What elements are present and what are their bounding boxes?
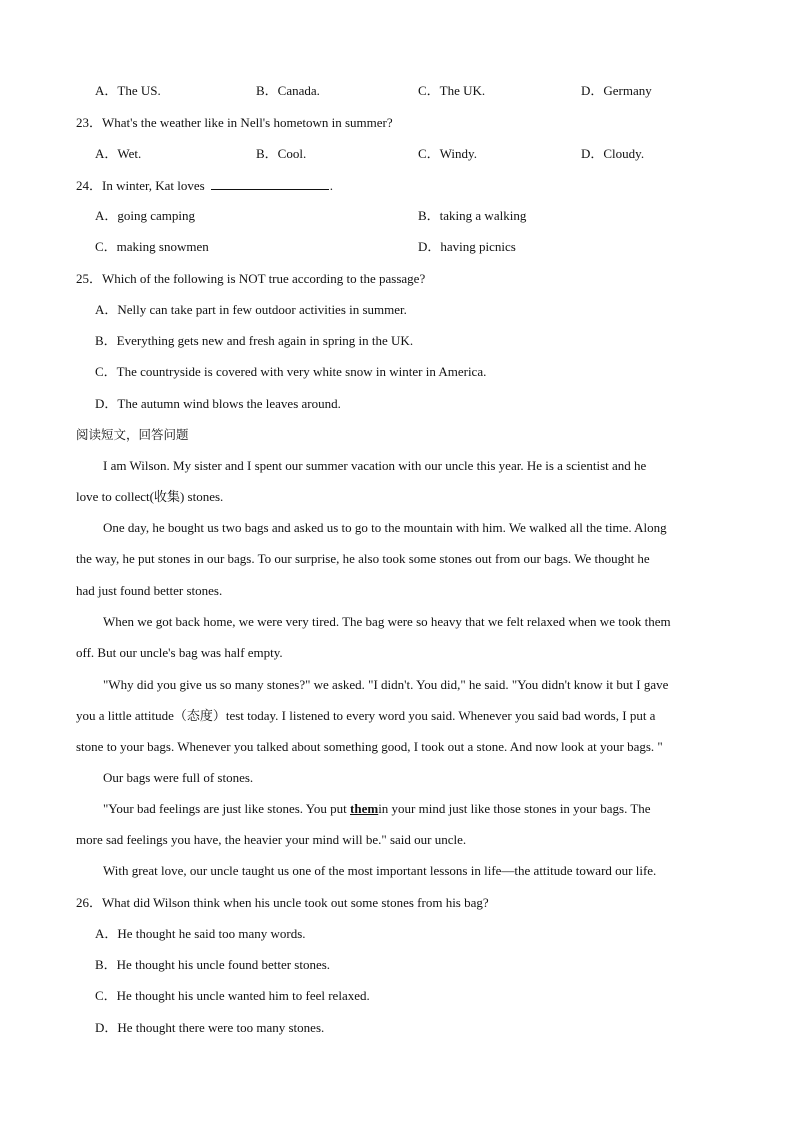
q24-stem-end: . — [329, 178, 333, 193]
q24-option-b: B．taking a walking — [418, 208, 527, 223]
emphasized-word-them: them — [350, 801, 379, 816]
q24-stem-text: 24．In winter, Kat loves — [76, 178, 205, 193]
q25-option-d: D．The autumn wind blows the leaves around. — [95, 396, 341, 411]
q25-option-a: A．Nelly can take part in few outdoor activities in summer. — [95, 302, 407, 317]
q22-option-b: B．Canada. — [256, 83, 320, 98]
passage-p4-line2: you a little attitude（态度）test today. I listened to every word you said. Whenever you said bad words, I put a — [76, 708, 656, 723]
q26-stem: 26．What did Wilson think when his uncle took out some stones from his bag? — [76, 895, 489, 910]
q23-option-c: C．Windy. — [418, 146, 477, 161]
q24-option-d: D．having picnics — [418, 239, 516, 254]
passage-p3-line1: When we got back home, we were very tired. The bag were so heavy that we felt relaxed when we took them — [103, 614, 671, 629]
passage-p6-line2: more sad feelings you have, the heavier your mind will be." said our uncle. — [76, 832, 467, 847]
passage-p7-line1: With great love, our uncle taught us one of the most important lessons in life—the attitude toward our life. — [103, 863, 657, 878]
q26-option-a: A．He thought he said too many words. — [95, 926, 306, 941]
passage-p5-line1: Our bags were full of stones. — [103, 770, 254, 785]
passage-p2-line2: the way, he put stones in our bags. To our surprise, he also took some stones out from our bags. We thought he — [76, 551, 650, 566]
q25-stem: 25．Which of the following is NOT true according to the passage? — [76, 271, 426, 286]
q26-option-c: C．He thought his uncle wanted him to feel relaxed. — [95, 988, 370, 1003]
q23-option-d: D．Cloudy. — [581, 146, 645, 161]
q25-option-c: C．The countryside is covered with very white snow in winter in America. — [95, 364, 487, 379]
q22-option-a: A．The US. — [95, 83, 161, 98]
passage-p2-line3: had just found better stones. — [76, 583, 223, 598]
q24-option-c: C．making snowmen — [95, 239, 209, 254]
passage-p3-line2: off. But our uncle's bag was half empty. — [76, 645, 283, 660]
q24-stem — [76, 177, 333, 194]
q23-option-b: B．Cool. — [256, 146, 307, 161]
passage-p6-text-b: in your mind just like those stones in your bags. The — [378, 801, 651, 816]
q24-option-a: A．going camping — [95, 208, 196, 223]
passage-p2-line1: One day, he bought us two bags and asked us to go to the mountain with him. We walked all the time. Along — [103, 520, 667, 535]
q22-option-d: D．Germany — [581, 83, 652, 98]
q22-option-c: C．The UK. — [418, 83, 486, 98]
passage-p1-line2: love to collect(收集) stones. — [76, 489, 224, 504]
q26-option-d: D．He thought there were too many stones. — [95, 1020, 325, 1035]
passage-p6-line1 — [103, 801, 651, 817]
q23-option-a: A．Wet. — [95, 146, 142, 161]
passage-p6-text-a: "Your bad feelings are just like stones. You put — [103, 801, 347, 816]
passage-p4-line3: stone to your bags. Whenever you talked about something good, I took out a stone. And now look at your bags. " — [76, 739, 663, 754]
q23-stem: 23．What's the weather like in Nell's hometown in summer? — [76, 115, 393, 130]
q26-option-b: B．He thought his uncle found better stones. — [95, 957, 331, 972]
passage-p1-line1: I am Wilson. My sister and I spent our summer vacation with our uncle this year. He is a scientist and he — [103, 458, 647, 473]
answer-blank[interactable] — [211, 177, 329, 190]
q25-option-b: B．Everything gets new and fresh again in spring in the UK. — [95, 333, 414, 348]
passage-p4-line1: "Why did you give us so many stones?" we asked. "I didn't. You did," he said. "You didn't know it but I gave — [103, 677, 669, 692]
section-title: 阅读短文，回答问题 — [76, 427, 189, 442]
